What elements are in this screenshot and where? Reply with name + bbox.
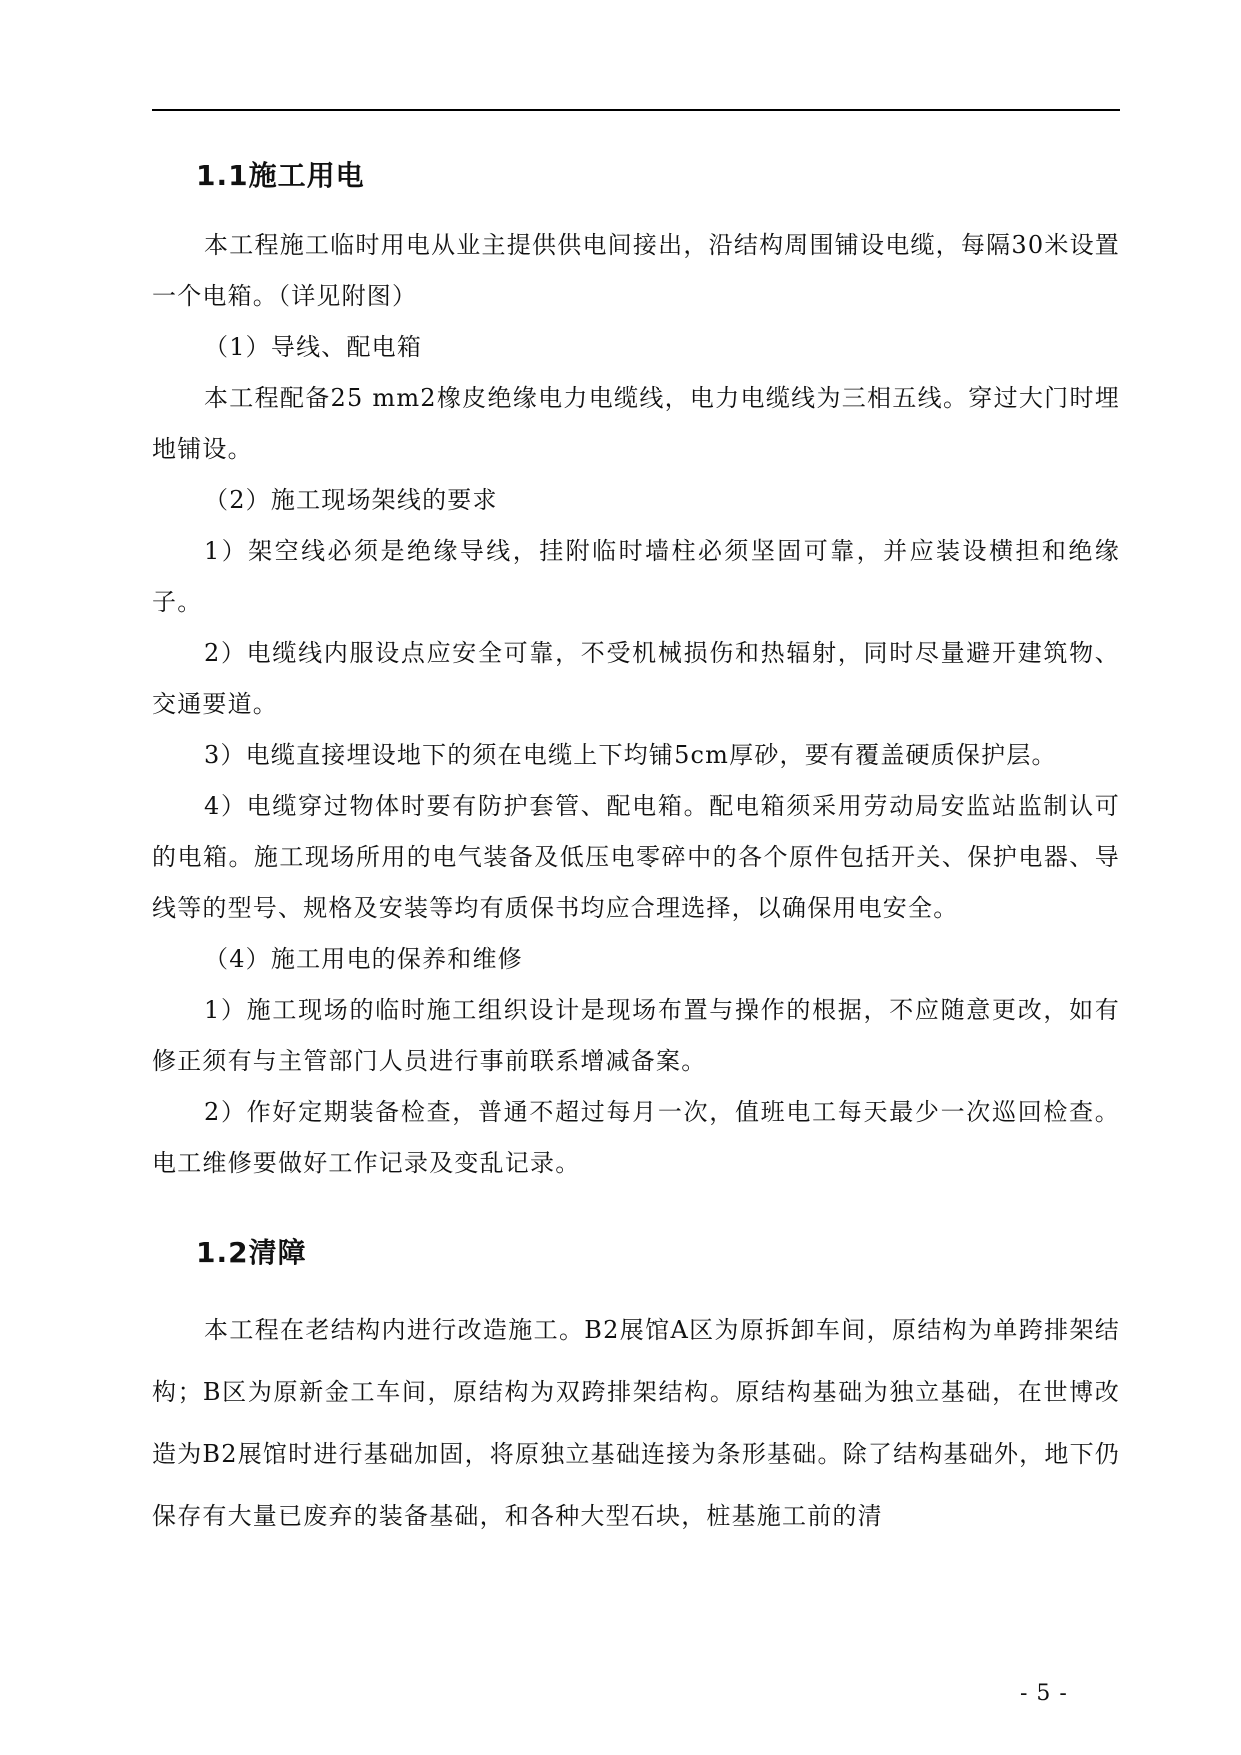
section-body-1-2 xyxy=(152,1299,1120,1547)
paragraph: 本工程施工临时用电从业主提供供电间接出，沿结构周围铺设电缆，每隔30米设置一个电箱。（详见附图） xyxy=(152,231,1120,310)
paragraph: 本工程配备25 mm2橡皮绝缘电力电缆线，电力电缆线为三相五线。穿过大门时埋地铺设。 xyxy=(152,384,1120,463)
paragraph: （4）施工用电的保养和维修 xyxy=(204,945,523,973)
page-number: - 5 - xyxy=(1020,1681,1068,1706)
paragraph: 1）施工现场的临时施工组织设计是现场布置与操作的根据，不应随意更改，如有修正须有与主管部门人员进行事前联系增减备案。 xyxy=(152,996,1120,1075)
section-heading-1-2: 1.2清障 xyxy=(196,1236,307,1269)
paragraph: 2）电缆线内服设点应安全可靠，不受机械损伤和热辐射，同时尽量避开建筑物、交通要道。 xyxy=(152,639,1120,718)
page-content xyxy=(152,150,1120,1547)
section-heading-1-1: 1.1施工用电 xyxy=(196,159,365,192)
paragraph: （1）导线、配电箱 xyxy=(204,333,423,361)
paragraph: 2）作好定期装备检查，普通不超过每月一次，值班电工每天最少一次巡回检查。电工维修要做好工作记录及变乱记录。 xyxy=(152,1098,1120,1177)
paragraph: 4）电缆穿过物体时要有防护套管、配电箱。配电箱须采用劳动局安监站监制认可的电箱。施工现场所用的电气装备及低压电零碎中的各个原件包括开关、保护电器、导线等的型号、规格及安装等均有质保书均应合理选择，以确保用电安全。 xyxy=(152,792,1120,922)
paragraph: 3）电缆直接埋设地下的须在电缆上下均铺5cm厚砂，要有覆盖硬质保护层。 xyxy=(204,741,1057,769)
header-rule xyxy=(152,109,1120,111)
paragraph: 1）架空线必须是绝缘导线，挂附临时墙柱必须坚固可靠，并应装设横担和绝缘子。 xyxy=(152,537,1120,616)
paragraph: （2）施工现场架线的要求 xyxy=(204,486,498,514)
paragraph: 本工程在老结构内进行改造施工。B2展馆A区为原拆卸车间，原结构为单跨排架结构；B区为原新金工车间，原结构为双跨排架结构。原结构基础为独立基础，在世博改造为B2展馆时进行基础加固，将原独立基础连接为条形基础。除了结构基础外，地下仍保存有大量已废弃的装备基础，和各种大型石块，桩基施工前的清 xyxy=(152,1316,1120,1530)
section-body-1-1 xyxy=(152,220,1120,1189)
